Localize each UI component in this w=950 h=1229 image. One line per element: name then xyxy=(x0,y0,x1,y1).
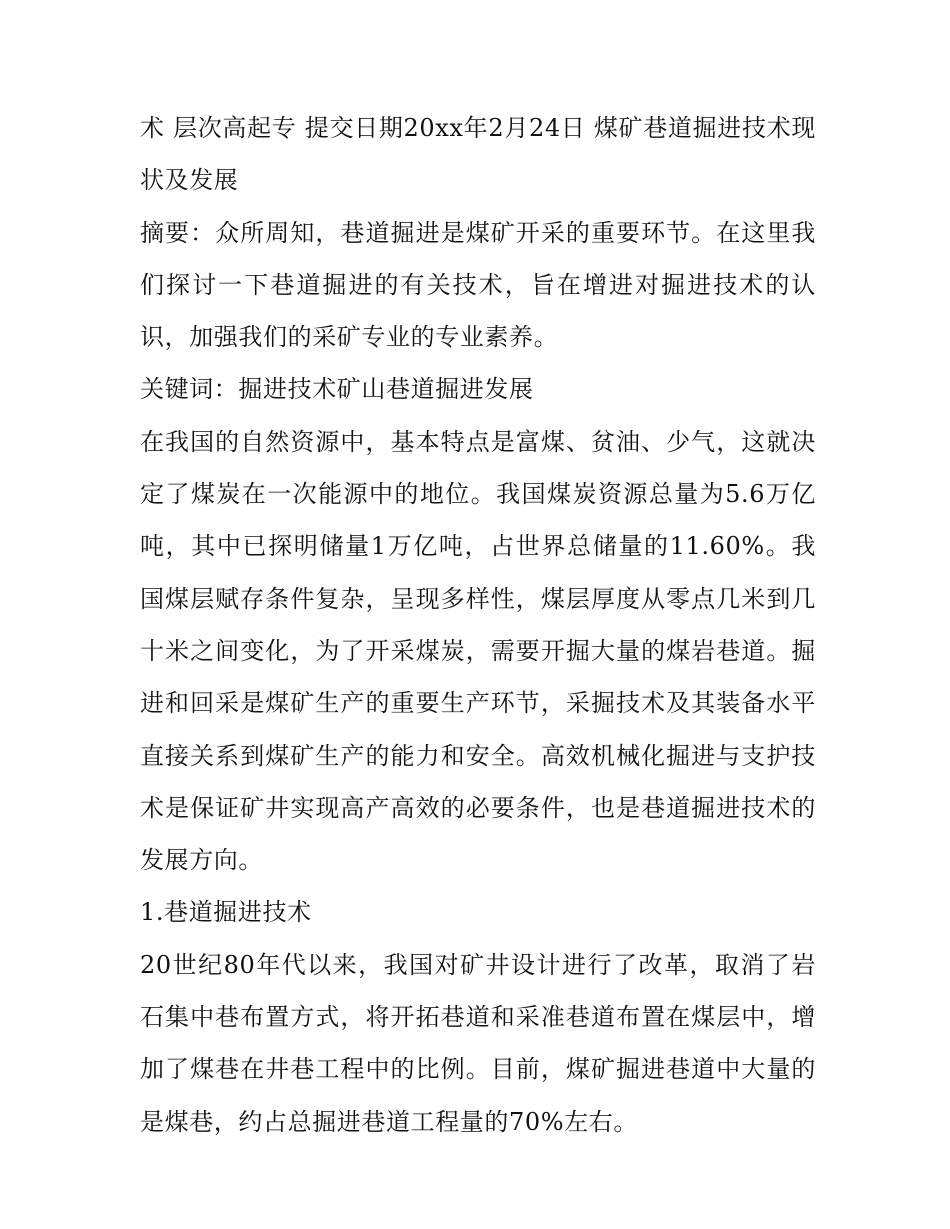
section-1-heading: 1.巷道掘进技术 xyxy=(140,898,312,927)
header-line: 术 层次高起专 提交日期20xx年2月24日 煤矿巷道掘进技术现状及发展 xyxy=(140,114,816,195)
abstract-paragraph: 摘要：众所周知，巷道掘进是煤矿开采的重要环节。在这里我们探讨一下巷道掘进的有关技术，旨在增进对掘进技术的认识，加强我们的采矿专业的专业素养。 xyxy=(140,218,816,352)
intro-paragraph: 在我国的自然资源中，基本特点是富煤、贫油、少气，这就决定了煤炭在一次能源中的地位。我国煤炭资源总量为5.6万亿吨，其中已探明储量1万亿吨，占世界总储量的11.60%。我国煤层赋存条件复杂，呈现多样性，煤层厚度从零点几米到几十米之间变化，为了开采煤炭，需要开掘大量的煤岩巷道。掘进和回采是煤矿生产的重要生产环节，采掘技术及其装备水平直接关系到煤矿生产的能力和安全。高效机械化掘进与支护技术是保证矿井实现高产高效的必要条件，也是巷道掘进技术的发展方向。 xyxy=(140,427,816,875)
section-1-paragraph: 20世纪80年代以来，我国对矿井设计进行了改革，取消了岩石集中巷布置方式，将开拓巷道和采准巷道布置在煤层中，增加了煤巷在井巷工程中的比例。目前，煤矿掘进巷道中大量的是煤巷，约占总掘进巷道工程量的70%左右。 xyxy=(140,950,816,1136)
keywords-line: 关键词：掘进技术矿山巷道掘进发展 xyxy=(140,375,534,404)
document-body xyxy=(140,102,816,1148)
